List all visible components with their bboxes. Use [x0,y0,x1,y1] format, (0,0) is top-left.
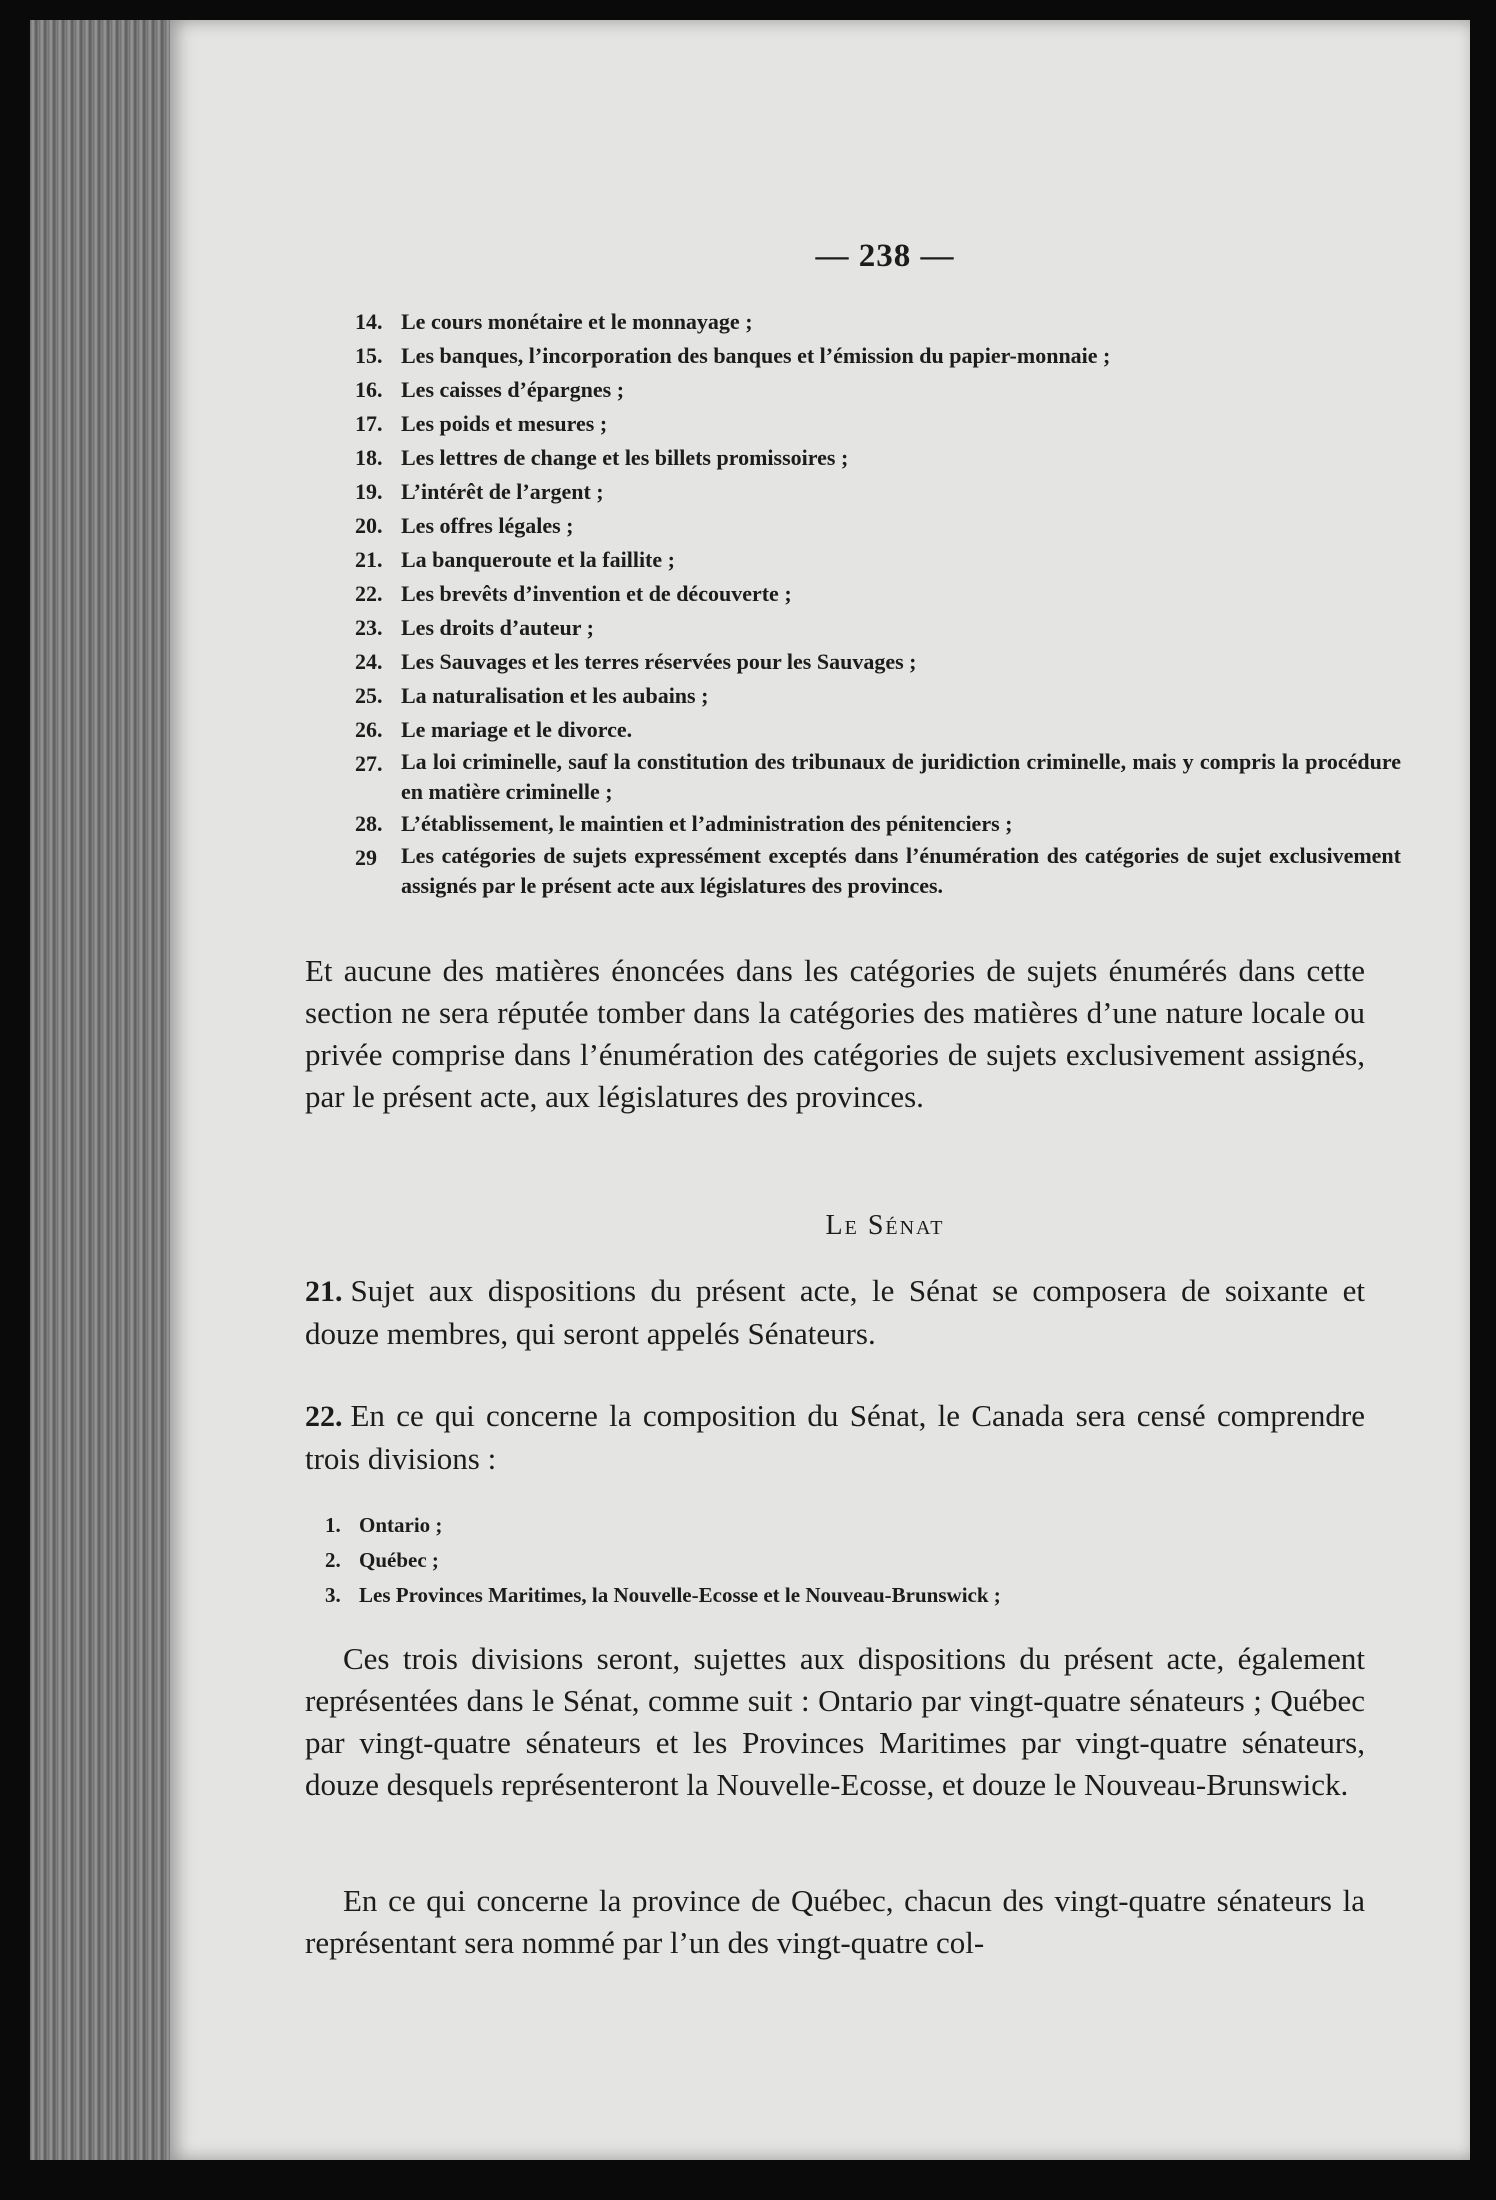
book-page-edges [30,20,172,2160]
list-item: 22. Les brevêts d’invention et de découverte ; [355,581,792,606]
list-item: 3. Les Provinces Maritimes, la Nouvelle-Ecosse et le Nouveau-Brunswick ; [325,1583,1001,1607]
list-item: 20. Les offres légales ; [355,513,574,538]
subject-list [355,305,1496,901]
divisions-list [325,1508,1425,1613]
list-item: 29 Les catégories de sujets expressément exceptés dans l’énumération des catégories de sujet exclusivement assignés par le présent acte aux législatures des provinces. [355,843,1401,898]
list-item: 17. Les poids et mesures ; [355,411,608,436]
list-item: 23. Les droits d’auteur ; [355,615,594,640]
list-item: 1. Ontario ; [325,1513,443,1537]
list-item: 21. La banqueroute et la faillite ; [355,547,675,572]
section-number: 22. [305,1400,343,1433]
section-text: Sujet aux dispositions du présent acte, le Sénat se composera de soixante et douze membres, qui seront appelés Sénateurs. [305,1273,1365,1351]
list-item: 16. Les caisses d’épargnes ; [355,377,625,402]
list-item: 2. Québec ; [325,1548,439,1572]
list-item: 28. L’établissement, le maintien et l’administration des pénitenciers ; [355,811,1013,836]
section-22 [305,1395,1365,1480]
section-text: En ce qui concerne la composition du Sénat, le Canada sera censé comprendre trois divisions : [305,1398,1365,1476]
list-item: 27. La loi criminelle, sauf la constitution des tribunaux de juridiction criminelle, mais y compris la procédure en matière criminelle ; [355,749,1401,804]
section-21 [305,1270,1365,1355]
list-item: 26. Le mariage et le divorce. [355,717,633,742]
list-item: 18. Les lettres de change et les billets promissoires ; [355,445,849,470]
list-item: 14. Le cours monétaire et le monnayage ; [355,309,753,334]
section-heading: Le Sénat [825,1210,945,1241]
list-item: 15. Les banques, l’incorporation des banques et l’émission du papier-monnaie ; [355,343,1111,368]
section-number: 21. [305,1275,343,1308]
paragraph-divisions: Ces trois divisions seront, sujettes aux dispositions du présent acte, également représentées dans le Sénat, comme suit : Ontario par vingt-quatre sénateurs ; Québec par vingt-quatre sénateurs et les Provinces Maritimes par vingt-quatre sénateurs, douze desquels représenteront la Nouvelle-Ecosse, et douze le Nouveau-Brunswick. [305,1641,1365,1802]
paragraph-matieres: Et aucune des matières énoncées dans les catégories de sujets énumérés dans cette section ne sera réputée tomber dans la catégories des matières d’une nature locale ou privée comprise dans l’énumération des catégories de sujets exclusivement assignés, par le présent acte, aux législatures des provinces. [305,953,1365,1114]
list-item: 24. Les Sauvages et les terres réservées pour les Sauvages ; [355,649,917,674]
list-item: 25. La naturalisation et les aubains ; [355,683,709,708]
paragraph-quebec: En ce qui concerne la province de Québec, chacun des vingt-quatre sénateurs la représentant sera nommé par l’un des vingt-quatre col- [305,1883,1365,1960]
list-item: 19. L’intérêt de l’argent ; [355,479,604,504]
book-page [170,20,1470,2160]
page-number: — 238 — [815,238,955,274]
